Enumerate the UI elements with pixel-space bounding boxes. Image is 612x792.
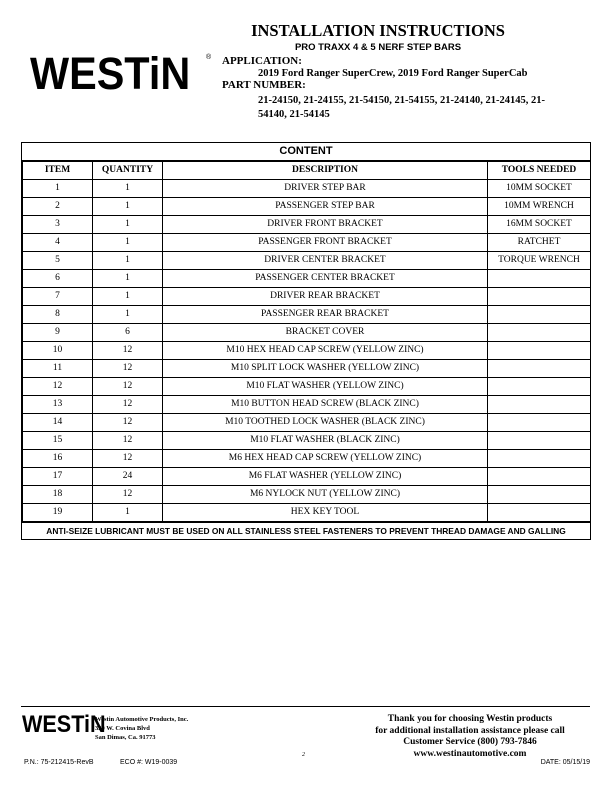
tools-cell xyxy=(488,504,591,522)
description-cell: PASSENGER STEP BAR xyxy=(163,198,488,216)
table-row xyxy=(23,432,591,450)
item-cell: 4 xyxy=(23,234,93,252)
column-header-quantity: QUANTITY xyxy=(93,162,163,180)
quantity-cell: 1 xyxy=(93,234,163,252)
quantity-cell: 1 xyxy=(93,198,163,216)
registered-mark: ® xyxy=(206,54,212,61)
tools-cell xyxy=(488,288,591,306)
item-cell: 2 xyxy=(23,198,93,216)
website-link[interactable]: www.westinautomotive.com xyxy=(413,748,527,759)
quantity-cell: 1 xyxy=(93,288,163,306)
item-cell: 1 xyxy=(23,180,93,198)
application-value: 2019 Ford Ranger SuperCrew, 2019 Ford Ranger SuperCab xyxy=(258,68,528,79)
tools-cell xyxy=(488,414,591,432)
quantity-cell: 1 xyxy=(93,270,163,288)
item-cell: 17 xyxy=(23,468,93,486)
item-cell: 14 xyxy=(23,414,93,432)
item-cell: 7 xyxy=(23,288,93,306)
part-number-label: PART NUMBER: xyxy=(222,79,306,91)
table-row xyxy=(23,216,591,234)
quantity-cell: 12 xyxy=(93,432,163,450)
company-street: 320 W. Covina Blvd xyxy=(95,725,150,732)
description-cell: M6 HEX HEAD CAP SCREW (YELLOW ZINC) xyxy=(163,450,488,468)
description-cell: M10 FLAT WASHER (BLACK ZINC) xyxy=(163,432,488,450)
customer-service-phone: Customer Service (800) 793-7846 xyxy=(403,737,537,747)
description-cell: PASSENGER REAR BRACKET xyxy=(163,306,488,324)
description-cell: DRIVER CENTER BRACKET xyxy=(163,252,488,270)
table-row xyxy=(23,324,591,342)
product-subtitle: PRO TRAXX 4 & 5 NERF STEP BARS xyxy=(294,42,462,53)
parts-table-body xyxy=(23,180,591,522)
item-cell: 11 xyxy=(23,360,93,378)
table-header-row xyxy=(23,162,591,180)
tools-cell xyxy=(488,324,591,342)
thanks-line-2: for additional installation assistance please call xyxy=(375,725,565,736)
item-cell: 10 xyxy=(23,342,93,360)
quantity-cell: 12 xyxy=(93,378,163,396)
item-cell: 16 xyxy=(23,450,93,468)
item-cell: 13 xyxy=(23,396,93,414)
tools-cell xyxy=(488,432,591,450)
tools-cell xyxy=(488,378,591,396)
table-row xyxy=(23,378,591,396)
table-row xyxy=(23,414,591,432)
description-cell: M10 BUTTON HEAD SCREW (BLACK ZINC) xyxy=(163,396,488,414)
tools-cell xyxy=(488,342,591,360)
table-row xyxy=(23,342,591,360)
quantity-cell: 12 xyxy=(93,414,163,432)
tools-cell xyxy=(488,396,591,414)
column-header-description: DESCRIPTION xyxy=(163,162,488,180)
tools-cell xyxy=(488,450,591,468)
footer-westin-logo: WESTiN xyxy=(22,711,106,738)
description-cell: BRACKET COVER xyxy=(163,324,488,342)
tools-cell xyxy=(488,468,591,486)
logo-text: WESTiN xyxy=(30,48,191,99)
page-title: INSTALLATION INSTRUCTIONS xyxy=(251,21,505,40)
quantity-cell: 1 xyxy=(93,180,163,198)
item-cell: 18 xyxy=(23,486,93,504)
description-cell: M6 FLAT WASHER (YELLOW ZINC) xyxy=(163,468,488,486)
description-cell: M10 FLAT WASHER (YELLOW ZINC) xyxy=(163,378,488,396)
footer-divider xyxy=(21,706,590,707)
tools-cell: 10MM SOCKET xyxy=(488,180,591,198)
table-row xyxy=(23,468,591,486)
description-cell: M10 SPLIT LOCK WASHER (YELLOW ZINC) xyxy=(163,360,488,378)
application-label: APPLICATION: xyxy=(222,55,302,67)
eco-number: ECO #: W19-0039 xyxy=(120,759,178,766)
description-cell: M6 NYLOCK NUT (YELLOW ZINC) xyxy=(163,486,488,504)
tools-cell xyxy=(488,360,591,378)
table-row xyxy=(23,396,591,414)
item-cell: 19 xyxy=(23,504,93,522)
table-row xyxy=(23,270,591,288)
content-title: CONTENT xyxy=(22,143,590,161)
column-header-item: ITEM xyxy=(23,162,93,180)
westin-logo xyxy=(30,48,212,99)
item-cell: 5 xyxy=(23,252,93,270)
quantity-cell: 24 xyxy=(93,468,163,486)
tools-cell: 16MM SOCKET xyxy=(488,216,591,234)
quantity-cell: 1 xyxy=(93,216,163,234)
item-cell: 3 xyxy=(23,216,93,234)
quantity-cell: 1 xyxy=(93,252,163,270)
description-cell: DRIVER REAR BRACKET xyxy=(163,288,488,306)
thanks-line-1: Thank you for choosing Westin products xyxy=(387,714,553,724)
item-cell: 15 xyxy=(23,432,93,450)
item-cell: 9 xyxy=(23,324,93,342)
table-row xyxy=(23,306,591,324)
quantity-cell: 12 xyxy=(93,396,163,414)
table-row xyxy=(23,504,591,522)
document-date: DATE: 05/15/19 xyxy=(540,759,590,766)
parts-table xyxy=(22,161,591,522)
table-row xyxy=(23,180,591,198)
quantity-cell: 1 xyxy=(93,504,163,522)
quantity-cell: 1 xyxy=(93,306,163,324)
description-cell: DRIVER FRONT BRACKET xyxy=(163,216,488,234)
company-address xyxy=(95,715,188,742)
company-name: Westin Automotive Products, Inc. xyxy=(95,716,189,723)
description-cell: M10 HEX HEAD CAP SCREW (YELLOW ZINC) xyxy=(163,342,488,360)
tools-cell xyxy=(488,306,591,324)
table-row xyxy=(23,288,591,306)
description-cell: DRIVER STEP BAR xyxy=(163,180,488,198)
quantity-cell: 6 xyxy=(93,324,163,342)
quantity-cell: 12 xyxy=(93,486,163,504)
item-cell: 8 xyxy=(23,306,93,324)
tools-cell xyxy=(488,270,591,288)
description-cell: PASSENGER FRONT BRACKET xyxy=(163,234,488,252)
quantity-cell: 12 xyxy=(93,450,163,468)
thank-you-note xyxy=(350,714,590,760)
part-number-line-2: 54140, 21-54145 xyxy=(258,109,330,120)
table-row xyxy=(23,198,591,216)
anti-seize-warning: ANTI-SEIZE LUBRICANT MUST BE USED ON ALL STAINLESS STEEL FASTENERS TO PREVENT THREAD DAMAGE AND GALLING xyxy=(22,522,590,539)
tools-cell xyxy=(488,486,591,504)
company-city: San Dimas, Ca. 91773 xyxy=(95,734,156,741)
item-cell: 12 xyxy=(23,378,93,396)
description-cell: PASSENGER CENTER BRACKET xyxy=(163,270,488,288)
tools-cell: 10MM WRENCH xyxy=(488,198,591,216)
table-row xyxy=(23,360,591,378)
part-number-line-1: 21-24150, 21-24155, 21-54150, 21-54155, 21-24140, 21-24145, 21- xyxy=(258,95,545,106)
content-table-box xyxy=(21,142,591,540)
table-row xyxy=(23,486,591,504)
description-cell: M10 TOOTHED LOCK WASHER (BLACK ZINC) xyxy=(163,414,488,432)
quantity-cell: 12 xyxy=(93,360,163,378)
description-cell: HEX KEY TOOL xyxy=(163,504,488,522)
table-row xyxy=(23,234,591,252)
tools-cell: TORQUE WRENCH xyxy=(488,252,591,270)
table-row xyxy=(23,450,591,468)
tools-cell: RATCHET xyxy=(488,234,591,252)
table-row xyxy=(23,252,591,270)
column-header-tools: TOOLS NEEDED xyxy=(488,162,591,180)
quantity-cell: 12 xyxy=(93,342,163,360)
page-number: 2 xyxy=(302,752,305,758)
part-number-code: P.N.: 75-212415-RevB xyxy=(24,759,94,766)
item-cell: 6 xyxy=(23,270,93,288)
